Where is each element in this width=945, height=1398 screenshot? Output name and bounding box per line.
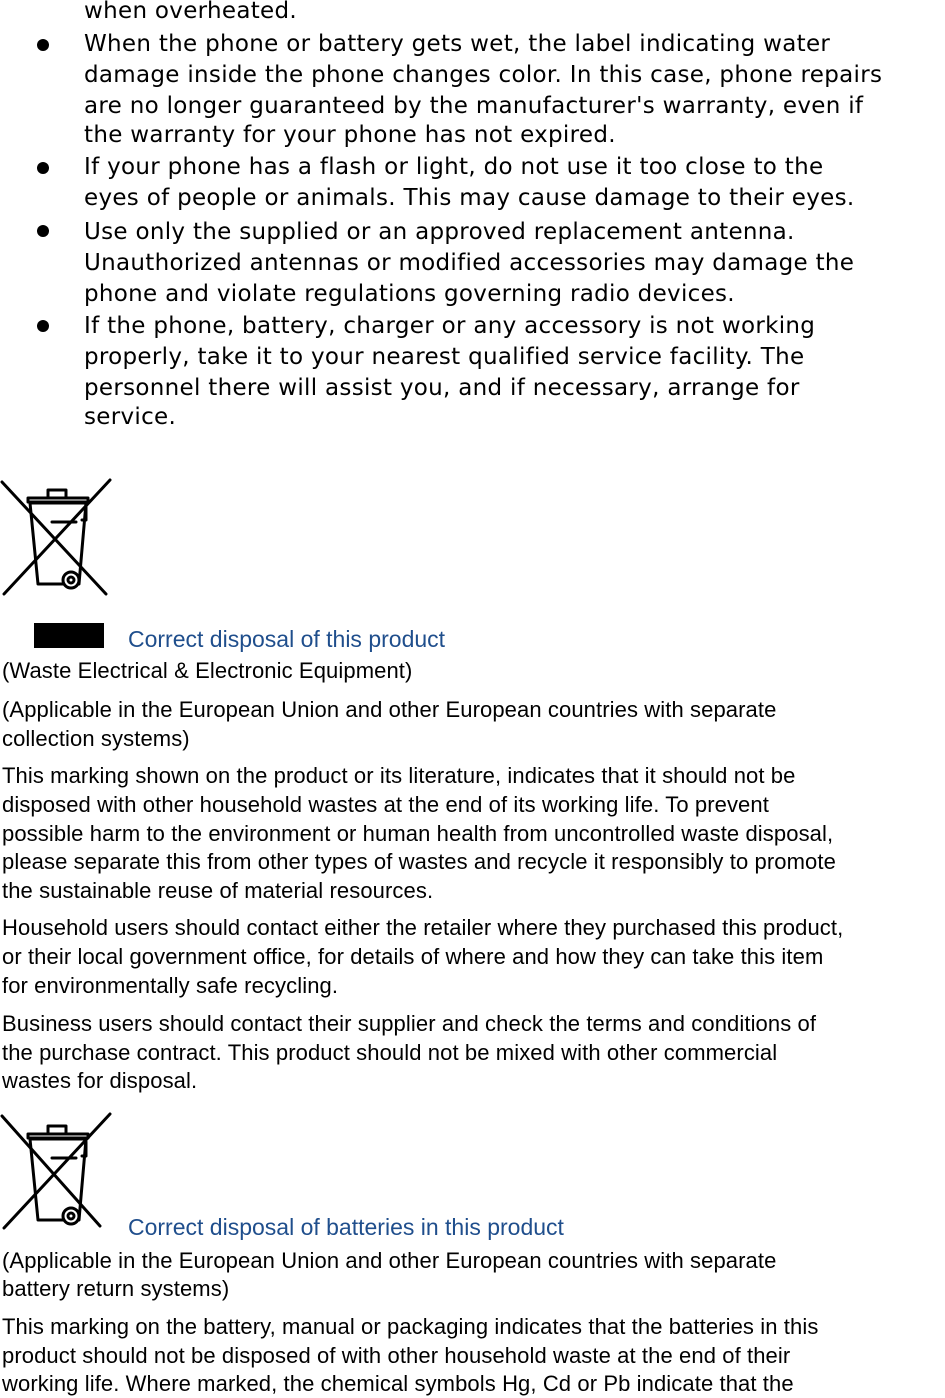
bullet-4-line-4: service. [84, 404, 177, 430]
bullet-1-line-4: the warranty for your phone has not expired. [84, 122, 616, 148]
bullet-continuation: when overheated. [84, 0, 298, 24]
battery-marking-line-3: working life. Where marked, the chemical symbols Hg, Cd or Pb indicate that the [2, 1371, 794, 1396]
bullet-dot-icon [37, 225, 49, 237]
bullet-3-line-3: phone and violate regulations governing radio devices. [84, 281, 735, 307]
bullet-4-line-1: If the phone, battery, charger or any accessory is not working [84, 313, 816, 339]
weee-marking-line-3: possible harm to the environment or human health from uncontrolled waste disposal, [2, 821, 834, 846]
bullet-dot-icon [37, 162, 49, 174]
battery-applicability-line-1: (Applicable in the European Union and other European countries with separate [2, 1248, 777, 1273]
crossed-out-wheelie-bin-icon [0, 476, 112, 598]
weee-marking-line-2: disposed with other household wastes at the end of its working life. To prevent [2, 792, 769, 817]
bullet-3-line-1: Use only the supplied or an approved replacement antenna. [84, 219, 795, 245]
battery-heading: Correct disposal of batteries in this product [128, 1214, 564, 1240]
weee-household-line-3: for environmentally safe recycling. [2, 973, 339, 998]
weee-heading: Correct disposal of this product [128, 626, 446, 652]
bullet-dot-icon [37, 39, 49, 51]
weee-household-line-2: or their local government office, for details of where and how they can take this item [2, 944, 824, 969]
weee-marking-line-4: please separate this from other types of wastes and recycle it responsibly to promote [2, 849, 836, 874]
bullet-4-line-3: personnel there will assist you, and if necessary, arrange for [84, 375, 800, 401]
bullet-1-line-3: are no longer guaranteed by the manufacturer's warranty, even if [84, 93, 864, 119]
weee-applicability-line-1: (Applicable in the European Union and other European countries with separate [2, 697, 777, 722]
weee-business-line-1: Business users should contact their supplier and check the terms and conditions of [2, 1011, 817, 1036]
weee-marking-line-5: the sustainable reuse of material resources. [2, 878, 434, 903]
weee-business-line-3: wastes for disposal. [2, 1068, 198, 1093]
battery-marking-line-2: product should not be disposed of with other household waste at the end of their [2, 1343, 791, 1368]
bullet-dot-icon [37, 320, 49, 332]
bullet-4-line-2: properly, take it to your nearest qualified service facility. The [84, 344, 805, 370]
bullet-1-line-1: When the phone or battery gets wet, the label indicating water [84, 31, 831, 57]
bullet-1-line-2: damage inside the phone changes color. In this case, phone repairs [84, 62, 883, 88]
bullet-2-line-1: If your phone has a flash or light, do not use it too close to the [84, 154, 824, 180]
bullet-2-line-2: eyes of people or animals. This may cause damage to their eyes. [84, 185, 855, 211]
black-bar-mark [34, 623, 104, 648]
weee-subtitle: (Waste Electrical & Electronic Equipment) [2, 658, 413, 683]
weee-applicability-line-2: collection systems) [2, 726, 190, 751]
weee-marking-line-1: This marking shown on the product or its literature, indicates that it should not be [2, 763, 796, 788]
bullet-3-line-2: Unauthorized antennas or modified accessories may damage the [84, 250, 855, 276]
battery-applicability-line-2: battery return systems) [2, 1276, 230, 1301]
weee-household-line-1: Household users should contact either the retailer where they purchased this product, [2, 915, 844, 940]
battery-marking-line-1: This marking on the battery, manual or packaging indicates that the batteries in this [2, 1314, 819, 1339]
weee-business-line-2: the purchase contract. This product should not be mixed with other commercial [2, 1040, 778, 1065]
crossed-out-wheelie-bin-icon [0, 1112, 112, 1234]
